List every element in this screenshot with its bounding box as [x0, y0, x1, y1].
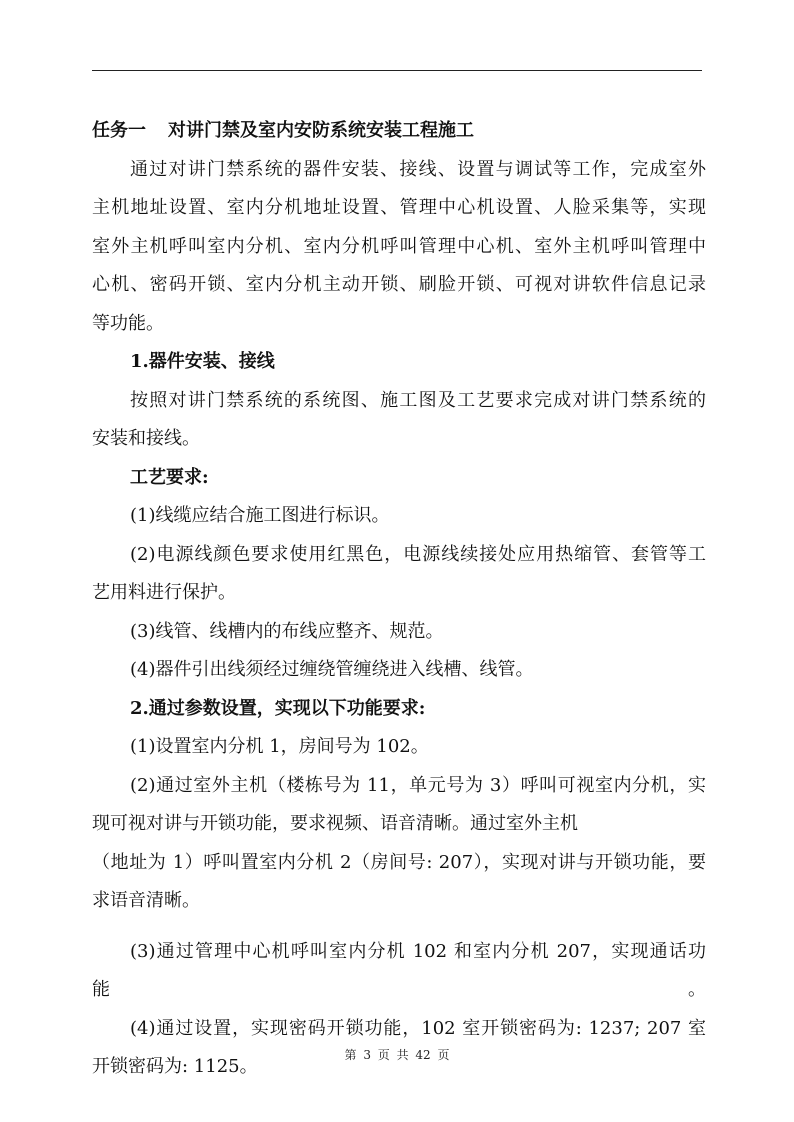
section2-item-continued: （地址为 1）呼叫置室内分机 2（房间号: 207），实现对讲与开锁功能，要	[92, 851, 706, 873]
intro-line: 室外主机呼叫室内分机、室内分机呼叫管理中心机、室外主机呼叫管理中	[92, 235, 706, 257]
intro-line: 主机地址设置、室内分机地址设置、管理中心机设置、人脸采集等，实现	[92, 197, 706, 218]
page-number-footer: 第 3 页 共 42 页	[344, 1048, 450, 1062]
section2-item-continued: 现可视对讲与开锁功能，要求视频、语音清晰。通过室外主机	[92, 813, 578, 834]
intro-line: 通过对讲门禁系统的器件安装、接线、设置与调试等工作，完成室外	[130, 158, 706, 180]
craft-item: (4)器件引出线须经过缠绕管缠绕进入线槽、线管。	[130, 659, 534, 680]
section2-item: (4)通过设置，实现密码开锁功能，102 室开锁密码为: 1237; 207 室	[130, 1017, 706, 1039]
task-title-number: 任务一	[92, 120, 146, 141]
section1-line: 安装和接线。	[92, 428, 200, 449]
craft-heading: 工艺要求:	[130, 466, 209, 488]
task-title	[92, 112, 706, 151]
section2-item: (1)设置室内分机 1，房间号为 102。	[130, 736, 429, 757]
section2-item-continued: 求语音清晰。	[92, 890, 200, 911]
section2-item: (3)通过管理中心机呼叫室内分机 102 和室内分机 207，实现通话功能。	[92, 940, 706, 1000]
paragraph-gap	[92, 921, 706, 933]
section2-item: (2)通过室外主机（楼栋号为 11，单元号为 3）呼叫可视室内分机，实	[130, 774, 706, 796]
document-body	[92, 112, 706, 1087]
section1-heading: 1.器件安装、接线	[130, 351, 275, 372]
intro-line: 等功能。	[92, 312, 164, 334]
intro-line: 心机、密码开锁、室内分机主动开锁、刷脸开锁、可视对讲软件信息记录	[92, 274, 706, 295]
craft-item: (3)线管、线槽内的布线应整齐、规范。	[130, 620, 444, 642]
section2-item-continued: 开锁密码为: 1125。	[92, 1056, 258, 1077]
craft-item: (2)电源线颜色要求使用红黑色，电源线续接处应用热缩管、套管等工	[130, 543, 706, 565]
task-title-text: 对讲门禁及室内安防系统安装工程施工	[168, 120, 474, 141]
craft-item-continued: 艺用料进行保护。	[92, 582, 236, 603]
section2-heading: 2.通过参数设置，实现以下功能要求:	[130, 697, 426, 719]
craft-item: (1)线缆应结合施工图进行标识。	[130, 505, 390, 526]
header-rule	[92, 70, 702, 71]
section1-line: 按照对讲门禁系统的系统图、施工图及工艺要求完成对讲门禁系统的	[130, 389, 706, 411]
